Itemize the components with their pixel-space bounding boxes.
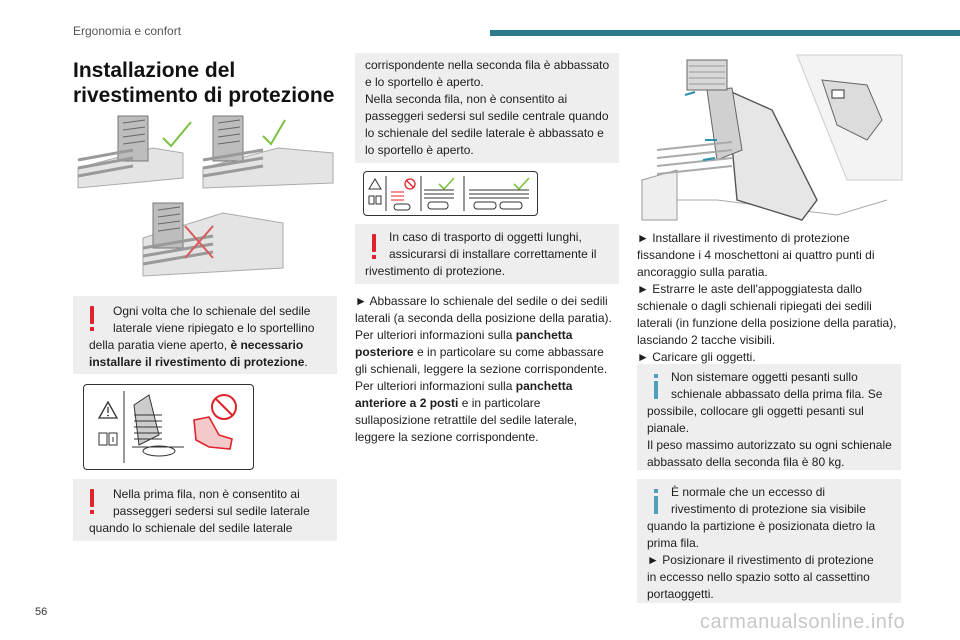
seat-diagram-ok-2 bbox=[203, 116, 333, 188]
body-line: ► Caricare gli oggetti. bbox=[637, 350, 756, 364]
pictogram-panel-strip bbox=[363, 171, 538, 216]
header-accent-bar bbox=[490, 30, 960, 36]
manual-book-icon bbox=[369, 196, 381, 204]
box-line: lo schienale del sedile laterale è abbassato e bbox=[365, 126, 604, 140]
warning-line: laterale viene ripiegato e lo sportellino bbox=[113, 321, 315, 335]
warning-line: passeggeri sedersi sul sedile laterale bbox=[113, 504, 310, 518]
anchor-detail-circle bbox=[797, 55, 902, 180]
warning-line: Nella prima fila, non è consentito ai bbox=[113, 487, 300, 501]
warning-triangle-icon bbox=[99, 402, 117, 418]
seat-ok-icon-1 bbox=[424, 178, 454, 209]
info-line: prima fila. bbox=[647, 536, 700, 550]
warning-line: della paratia viene aperto, è necessario bbox=[89, 338, 304, 352]
page-title-line-2: rivestimento di protezione bbox=[73, 84, 335, 107]
body-line: fissandone i 4 moschettoni ai quattro punti di bbox=[637, 248, 875, 262]
info-line: Il peso massimo autorizzato su ogni schienale bbox=[647, 438, 892, 452]
info-box-heavy-objects bbox=[637, 364, 901, 470]
seat-position-illustration bbox=[73, 108, 338, 280]
body-line: sullaposizione retrattile del sedile laterale, bbox=[355, 413, 578, 427]
warning-line: In caso di trasporto di oggetti lunghi, bbox=[389, 230, 582, 244]
manual-book-icon bbox=[99, 433, 117, 445]
box-line: e lo sportello è aperto. bbox=[365, 75, 484, 89]
body-line: Per ulteriori informazioni sulla panchetta bbox=[355, 379, 573, 393]
page-number: 56 bbox=[35, 606, 48, 618]
seat-diagram-forbidden bbox=[143, 203, 283, 276]
body-line: ancoraggio sulla paratia. bbox=[637, 265, 768, 279]
instructions-text bbox=[355, 293, 623, 446]
body-line: ► Estrarre le aste dell'appoggiatesta dallo bbox=[637, 282, 862, 296]
protection-cover-installation-illustration bbox=[637, 50, 907, 225]
info-line: Non sistemare oggetti pesanti sullo bbox=[671, 370, 858, 384]
warning-line: assicurarsi di installare correttamente il bbox=[389, 247, 597, 261]
warning-box-long-objects bbox=[355, 224, 619, 284]
info-line: ► Posizionare il rivestimento di protezione bbox=[647, 553, 874, 567]
info-line: in eccesso nello spazio sotto al cassettino bbox=[647, 570, 870, 584]
body-line: ► Installare il rivestimento di protezione bbox=[637, 231, 850, 245]
body-line: posteriore e in particolare su come abbassare bbox=[355, 345, 604, 359]
info-line: È normale che un eccesso di bbox=[671, 485, 826, 499]
watermark: carmanualsonline.info bbox=[700, 611, 906, 633]
box-line: Nella seconda fila, non è consentito ai bbox=[365, 92, 568, 106]
warning-triangle-icon bbox=[369, 179, 381, 189]
info-line: pianale. bbox=[647, 421, 690, 435]
body-line: anteriore a 2 posti e in particolare bbox=[355, 396, 541, 410]
warning-line: quando lo schienale del sedile laterale bbox=[89, 521, 293, 535]
body-line: ► Abbassare lo schienale del sedile o dei sedili bbox=[355, 294, 608, 308]
page-title bbox=[73, 58, 343, 108]
warning-box-backrest bbox=[73, 296, 337, 374]
partition-grid-icon bbox=[132, 395, 184, 456]
body-line: Per ulteriori informazioni sulla panchetta bbox=[355, 328, 573, 342]
body-line: schienale o dagli schienali ripiegati dei sedili bbox=[637, 299, 872, 313]
info-line: schienale abbassato della prima fila. Se bbox=[671, 387, 883, 401]
body-line: laterali (a seconda della posizione della paratia). bbox=[355, 311, 612, 325]
no-passenger-icon bbox=[194, 395, 236, 449]
info-line: rivestimento di protezione sia visibile bbox=[671, 502, 866, 516]
box-line: corrispondente nella seconda fila è abbassato bbox=[365, 58, 610, 72]
headrest-grid-icon bbox=[687, 60, 727, 90]
info-line: possibile, collocare gli oggetti pesanti sul bbox=[647, 404, 864, 418]
body-line: leggere la sezione corrispondente. bbox=[355, 430, 539, 444]
installation-steps-text bbox=[637, 230, 905, 366]
header-section-title: Ergonomia e confort bbox=[73, 24, 182, 38]
body-line: laterali (in funzione della posizione della paratia), bbox=[637, 316, 897, 330]
info-line: quando la partizione è posizionata dietro la bbox=[647, 519, 876, 533]
warning-box-continued bbox=[355, 53, 619, 163]
seat-diagram-ok-1 bbox=[78, 116, 191, 188]
warning-line: rivestimento di protezione. bbox=[365, 264, 506, 278]
warning-box-first-row bbox=[73, 479, 337, 541]
protection-cover-shape bbox=[707, 88, 817, 220]
pictogram-panel-large bbox=[83, 384, 254, 470]
seat-ok-icon-2 bbox=[469, 178, 529, 209]
box-line: lo sportello è aperto. bbox=[365, 143, 474, 157]
info-line: portaoggetti. bbox=[647, 587, 714, 601]
warning-line: installare il rivestimento di protezione. bbox=[89, 355, 308, 369]
warning-line: Ogni volta che lo schienale del sedile bbox=[113, 304, 311, 318]
box-line: passeggeri sedersi sul sedile centrale quando bbox=[365, 109, 609, 123]
page-title-line-1: Installazione del bbox=[73, 59, 236, 82]
info-box-excess-cover bbox=[637, 479, 901, 603]
body-line: gli schienali, leggere la sezione corrispondente. bbox=[355, 362, 608, 376]
seat-forbidden-icon bbox=[391, 179, 415, 210]
body-line: lasciando 2 tacche visibili. bbox=[637, 333, 776, 347]
info-line: abbassato della seconda fila è 80 kg. bbox=[647, 455, 845, 469]
